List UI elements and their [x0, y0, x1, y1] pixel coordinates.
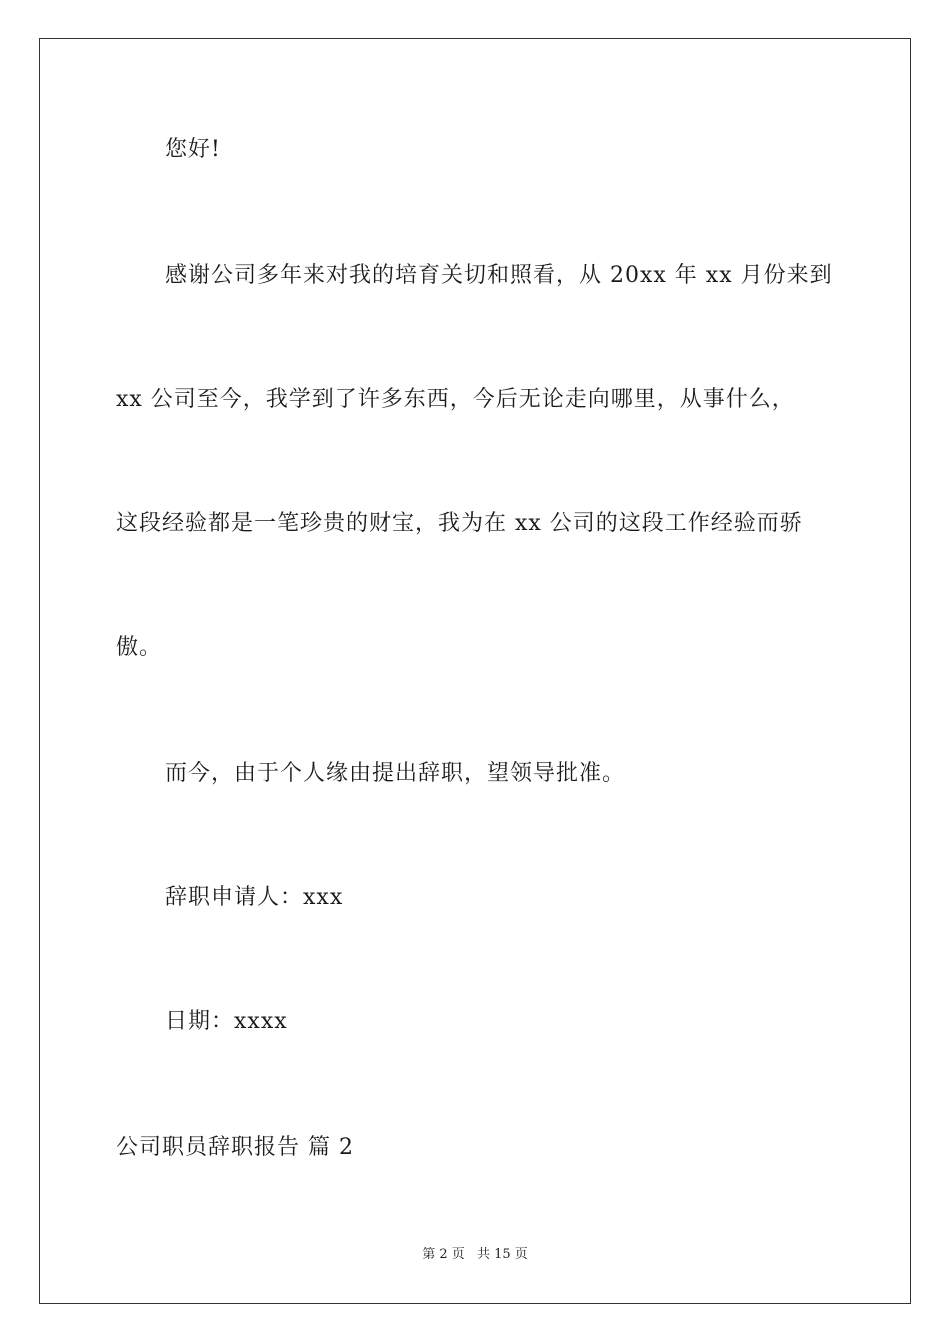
- paragraph-line-3: 这段经验都是一笔珍贵的财宝，我为在 xx 公司的这段工作经验而骄: [116, 511, 803, 536]
- paragraph-line-1: 感谢公司多年来对我的培育关切和照看，从 20xx 年 xx 月份来到: [165, 263, 833, 288]
- applicant-line: 辞职申请人：xxx: [165, 885, 344, 910]
- section-title: 公司职员辞职报告 篇 2: [116, 1135, 354, 1160]
- paragraph-line-4: 傲。: [116, 635, 163, 660]
- paragraph-2: 而今，由于个人缘由提出辞职，望领导批准。: [165, 761, 626, 786]
- greeting: 您好!: [165, 137, 221, 162]
- page-current: 第 2 页: [422, 1247, 465, 1262]
- page-total: 共 15 页: [476, 1247, 528, 1262]
- page-footer: [0, 1246, 950, 1264]
- paragraph-line-2: xx 公司至今，我学到了许多东西，今后无论走向哪里，从事什么，: [116, 387, 795, 412]
- page-frame: [39, 38, 911, 1304]
- date-line: 日期：xxxx: [165, 1009, 288, 1034]
